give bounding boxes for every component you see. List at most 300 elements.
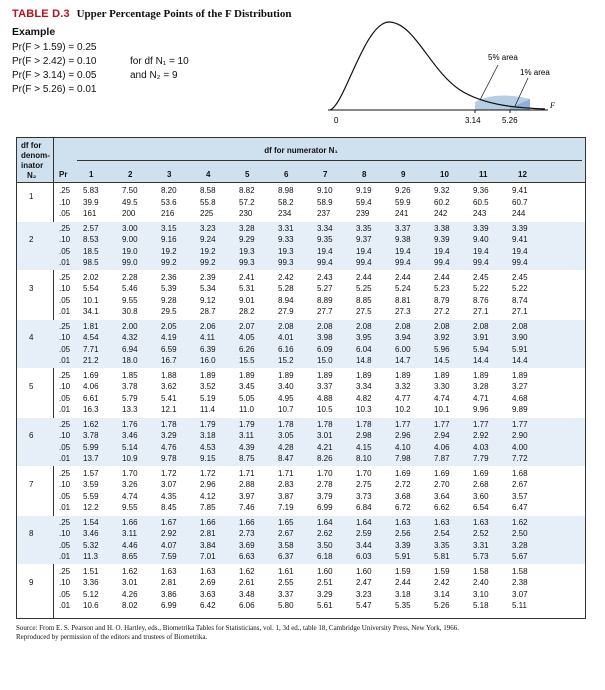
table-cell: 1.79 [200, 419, 216, 429]
table-cell: 10.1 [434, 405, 450, 414]
label-1pct-area: 1% area [520, 68, 550, 77]
column-header: 2 [128, 170, 133, 179]
table-cell: 5.35 [395, 601, 411, 610]
table-cell: 1.66 [122, 517, 138, 527]
table-cell: 1.89 [317, 370, 333, 380]
table-cell: 27.1 [473, 307, 489, 316]
table-cell: 12.2 [83, 503, 99, 512]
table-cell: 6.54 [473, 503, 489, 512]
table-cell: 8.20 [161, 186, 177, 195]
table-cell: 9.16 [161, 235, 177, 244]
table-cell: 2.06 [200, 321, 216, 331]
table-cell: 2.39 [200, 272, 216, 282]
table-cell: 2.81 [200, 529, 216, 538]
table-cell: 19.4 [473, 246, 489, 256]
column-header: 8 [362, 170, 367, 179]
table-cell: 1.54 [83, 517, 99, 527]
table-cell: 2.55 [278, 578, 294, 587]
table-cell: 1.59 [395, 566, 411, 576]
table-cell: 3.40 [278, 382, 294, 391]
table-cell: 53.6 [161, 197, 177, 207]
table-cell: 5.27 [317, 284, 333, 293]
table-cell: 4.76 [161, 442, 177, 452]
table-cell: 3.38 [434, 223, 450, 233]
table-cell: 2.62 [317, 529, 333, 538]
table-cell: 6.61 [83, 393, 99, 403]
table-row-group [17, 320, 585, 368]
table-cell: 4.39 [239, 442, 255, 452]
denominator-header-line-2: denom- [21, 151, 50, 160]
table-cell: 5.22 [473, 284, 489, 293]
table-cell: 2.45 [473, 272, 489, 282]
table-cell: 4.88 [317, 393, 333, 403]
table-cell: 9.29 [239, 235, 255, 244]
table-cell: 3.29 [161, 431, 177, 440]
table-cell: 9.78 [161, 454, 177, 463]
table-cell: 2.96 [200, 480, 216, 489]
table-cell: 2.45 [512, 272, 528, 282]
table-cell: 1.89 [512, 370, 528, 380]
table-cell: 1.64 [317, 517, 333, 527]
table-cell: 4.26 [122, 589, 138, 599]
pr-cell: .10 [59, 529, 71, 538]
pr-cell: .05 [59, 344, 71, 354]
pr-cell: .10 [59, 235, 71, 244]
pr-cell: .25 [59, 419, 71, 429]
pr-cell: .05 [59, 491, 71, 501]
table-cell: 8.94 [278, 295, 294, 305]
table-row-group [17, 467, 585, 515]
table-cell: 2.67 [512, 480, 528, 489]
table-cell: 28.2 [239, 307, 255, 316]
pr-cell: .05 [59, 442, 71, 452]
table-cell: 6.62 [434, 503, 450, 512]
table-cell: 2.40 [473, 578, 489, 587]
pr-cell: .25 [59, 223, 71, 233]
pr-cell: .01 [59, 601, 71, 610]
table-cell: 4.35 [161, 491, 177, 501]
table-cell: 9.35 [317, 235, 333, 244]
table-cell: 1.79 [239, 419, 255, 429]
table-cell: 2.81 [161, 578, 177, 587]
table-cell: 29.5 [161, 307, 177, 316]
table-cell: 8.10 [356, 454, 372, 463]
pr-cell: .10 [59, 197, 71, 207]
table-cell: 1.64 [356, 517, 372, 527]
table-cell: 8.47 [278, 454, 294, 463]
table-cell: 6.63 [239, 552, 255, 561]
table-cell: 2.36 [161, 272, 177, 282]
table-cell: 1.63 [161, 566, 177, 576]
pr-cell: .01 [59, 307, 71, 316]
table-cell: 3.86 [161, 589, 177, 599]
table-cell: 8.89 [317, 295, 333, 305]
table-cell: 4.28 [278, 442, 294, 452]
table-cell: 99.4 [473, 258, 489, 267]
table-row-group [17, 271, 585, 319]
table-cell: 7.01 [200, 552, 216, 561]
table-cell: 6.99 [317, 503, 333, 512]
f-distribution-table [16, 137, 586, 619]
table-cell: 2.54 [434, 529, 450, 538]
table-cell: 1.77 [434, 419, 450, 429]
table-cell: 2.00 [122, 321, 138, 331]
table-cell: 2.72 [395, 480, 411, 489]
table-cell: 55.8 [200, 197, 216, 207]
table-cell: 99.4 [356, 258, 372, 267]
column-header: 6 [284, 170, 289, 179]
table-cell: 3.07 [161, 480, 177, 489]
table-cell: 4.77 [395, 393, 411, 403]
table-cell: 9.38 [395, 235, 411, 244]
table-cell: 9.19 [356, 186, 372, 195]
table-cell: 9.33 [278, 235, 294, 244]
n2-value: 7 [29, 480, 34, 489]
table-cell: 1.59 [434, 566, 450, 576]
table-cell: 7.98 [395, 454, 411, 463]
table-cell: 5.28 [278, 284, 294, 293]
table-cell: 1.62 [83, 419, 99, 429]
table-cell: 6.37 [278, 552, 294, 561]
table-cell: 27.5 [356, 307, 372, 316]
table-cell: 59.9 [395, 197, 411, 207]
table-cell: 2.44 [434, 272, 450, 282]
pr-cell: .25 [59, 272, 71, 282]
example-note-1: for df N₁ = 10 [130, 56, 189, 67]
table-cell: 161 [83, 209, 97, 218]
table-cell: 4.01 [278, 333, 294, 342]
table-cell: 28.7 [200, 307, 216, 316]
table-cell: 6.42 [200, 601, 216, 610]
table-cell: 3.91 [473, 333, 489, 342]
table-cell: 1.72 [200, 468, 216, 478]
table-cell: 5.54 [83, 284, 99, 293]
table-cell: 3.68 [395, 491, 411, 501]
n2-value: 8 [29, 529, 34, 538]
table-cell: 15.0 [317, 356, 333, 365]
table-cell: 2.28 [122, 272, 138, 282]
table-cell: 4.71 [473, 393, 489, 403]
table-cell: 3.92 [434, 333, 450, 342]
table-cell: 6.26 [239, 344, 255, 354]
column-header: 12 [518, 170, 527, 179]
table-cell: 3.11 [239, 431, 254, 440]
table-cell: 8.79 [434, 295, 450, 305]
table-cell: 5.83 [83, 186, 99, 195]
example-line-1: Pr(F > 1.59) = 0.25 [12, 42, 97, 53]
pr-cell: .05 [59, 246, 71, 256]
table-cell: 9.40 [473, 235, 489, 244]
example-heading: Example [12, 26, 56, 38]
table-cell: 10.2 [395, 405, 411, 414]
tick-label-5-26: 5.26 [502, 116, 518, 125]
table-cell: 5.91 [512, 344, 528, 354]
table-cell: 58.2 [278, 197, 294, 207]
table-cell: 3.52 [200, 382, 216, 391]
table-cell: 3.73 [356, 491, 372, 501]
table-cell: 2.56 [395, 529, 411, 538]
table-cell: 4.74 [122, 491, 138, 501]
pr-cell: .10 [59, 333, 71, 342]
table-cell: 9.55 [122, 503, 138, 512]
table-cell: 8.53 [83, 235, 99, 244]
header-rule [77, 160, 582, 161]
pr-column-header: Pr [59, 170, 68, 179]
table-cell: 2.61 [239, 578, 255, 587]
table-cell: 99.3 [239, 258, 255, 267]
table-cell: 4.54 [83, 333, 99, 342]
table-cell: 27.2 [434, 307, 450, 316]
table-cell: 2.78 [317, 480, 333, 489]
table-cell: 3.59 [83, 480, 99, 489]
table-cell: 3.34 [356, 382, 372, 391]
table-cell: 2.57 [83, 223, 99, 233]
table-cell: 99.2 [161, 258, 177, 267]
table-cell: 1.89 [278, 370, 294, 380]
table-cell: 14.4 [512, 356, 528, 365]
pr-cell: .01 [59, 454, 71, 463]
table-cell: 1.70 [317, 468, 333, 478]
table-cell: 1.65 [278, 517, 294, 527]
column-header: 7 [323, 170, 328, 179]
pr-cell: .10 [59, 480, 71, 489]
table-cell: 4.11 [200, 333, 215, 342]
table-cell: 9.10 [317, 186, 333, 195]
table-cell: 1.89 [434, 370, 450, 380]
table-cell: 5.79 [122, 393, 138, 403]
pr-cell: .01 [59, 552, 71, 561]
table-cell: 8.98 [278, 186, 294, 195]
table-cell: 9.96 [473, 405, 489, 414]
table-cell: 27.3 [395, 307, 411, 316]
denominator-header-line-1: df for [21, 141, 42, 150]
table-cell: 5.67 [512, 552, 528, 561]
table-header [17, 138, 585, 183]
table-cell: 6.06 [239, 601, 255, 610]
table-cell: 3.10 [473, 589, 489, 599]
table-cell: 59.4 [356, 197, 372, 207]
table-cell: 3.28 [512, 540, 528, 550]
pr-cell: .05 [59, 393, 71, 403]
table-cell: 2.50 [512, 529, 528, 538]
table-cell: 9.32 [434, 186, 450, 195]
table-cell: 2.94 [434, 431, 450, 440]
table-cell: 5.12 [83, 589, 99, 599]
table-cell: 10.5 [317, 405, 333, 414]
table-cell: 1.57 [83, 468, 99, 478]
column-header: 10 [440, 170, 449, 179]
n2-value: 3 [29, 284, 34, 293]
table-cell: 3.94 [395, 333, 411, 342]
table-cell: 27.1 [512, 307, 528, 316]
pr-cell: .01 [59, 258, 71, 267]
table-cell: 5.18 [473, 601, 489, 610]
table-cell: 3.32 [395, 382, 411, 391]
table-cell: 4.15 [356, 442, 372, 452]
table-cell: 5.94 [473, 344, 489, 354]
table-cell: 5.96 [434, 344, 450, 354]
table-cell: 4.32 [122, 333, 138, 342]
table-cell: 1.58 [512, 566, 528, 576]
pr-cell: .25 [59, 321, 71, 331]
leader-5pct [480, 65, 498, 100]
table-cell: 6.99 [161, 601, 177, 610]
table-cell: 7.19 [278, 503, 294, 512]
table-cell: 6.00 [395, 344, 411, 354]
table-cell: 19.3 [278, 246, 294, 256]
table-row-group [17, 222, 585, 270]
table-cell: 8.65 [122, 552, 138, 561]
table-cell: 2.41 [239, 272, 255, 282]
table-cell: 16.3 [83, 405, 99, 414]
table-cell: 1.66 [239, 517, 255, 527]
table-cell: 3.84 [200, 540, 216, 550]
table-cell: 5.14 [122, 442, 138, 452]
table-cell: 19.4 [317, 246, 333, 256]
pr-cell: .10 [59, 382, 71, 391]
table-cell: 3.35 [356, 223, 372, 233]
table-cell: 2.92 [161, 529, 177, 538]
table-cell: 2.38 [512, 578, 528, 587]
table-cell: 8.75 [239, 454, 255, 463]
table-cell: 2.44 [395, 578, 411, 587]
table-cell: 8.45 [161, 503, 177, 512]
table-cell: 2.42 [434, 578, 450, 587]
table-cell: 5.11 [512, 601, 527, 610]
table-cell: 49.5 [122, 197, 138, 207]
table-cell: 200 [122, 209, 136, 218]
table-cell: 4.19 [161, 333, 177, 342]
table-cell: 30.8 [122, 307, 138, 316]
table-cell: 3.31 [278, 223, 294, 233]
table-cell: 5.61 [317, 601, 333, 610]
table-cell: 2.42 [278, 272, 294, 282]
table-row-group [17, 565, 585, 613]
table-cell: 13.3 [122, 405, 138, 414]
table-cell: 1.66 [200, 517, 216, 527]
table-cell: 60.5 [473, 197, 489, 207]
table-cell: 3.60 [473, 491, 489, 501]
table-cell: 3.79 [317, 491, 333, 501]
table-cell: 1.76 [122, 419, 138, 429]
table-cell: 3.29 [317, 589, 333, 599]
table-cell: 230 [239, 209, 253, 218]
n2-header: N₂ [27, 171, 37, 180]
table-cell: 2.83 [278, 480, 294, 489]
table-cell: 3.28 [239, 223, 255, 233]
table-cell: 99.4 [317, 258, 333, 267]
label-5pct-area: 5% area [488, 53, 518, 62]
table-cell: 3.18 [395, 589, 411, 599]
axis-zero-label: 0 [334, 116, 339, 125]
table-cell: 3.11 [122, 529, 137, 538]
pr-cell: .01 [59, 503, 71, 512]
table-cell: 3.46 [83, 529, 99, 538]
table-cell: 99.4 [395, 258, 411, 267]
n2-value: 1 [29, 191, 34, 201]
table-cell: 1.78 [161, 419, 177, 429]
table-cell: 6.04 [356, 344, 372, 354]
table-cell: 14.7 [395, 356, 411, 365]
table-cell: 19.0 [122, 246, 138, 256]
source-line-1: Source: From E. S. Pearson and H. O. Hartley, eds., Biometrika Tables for Statisticians, vol. 1, 3d ed., table 18, Cambridge University Press, New York, 1966. [16, 624, 459, 632]
table-cell: 60.2 [434, 197, 450, 207]
table-cell: 19.2 [200, 246, 216, 256]
table-cell: 3.36 [83, 578, 99, 587]
table-cell: 5.24 [395, 284, 411, 293]
table-cell: 241 [395, 209, 409, 218]
pr-cell: .01 [59, 405, 71, 414]
table-cell: 6.72 [395, 503, 411, 512]
pr-cell: .25 [59, 186, 71, 195]
table-cell: 2.52 [473, 529, 489, 538]
table-cell: 3.01 [122, 578, 138, 587]
table-cell: 2.70 [434, 480, 450, 489]
table-cell: 1.78 [356, 419, 372, 429]
pr-cell: .05 [59, 209, 71, 218]
pr-cell: .05 [59, 589, 71, 599]
table-cell: 1.89 [200, 370, 216, 380]
table-cell: 2.69 [200, 578, 216, 587]
table-row-group [17, 516, 585, 564]
example-note-2: and N₂ = 9 [130, 70, 178, 81]
table-cell: 234 [278, 209, 292, 218]
table-cell: 1.58 [473, 566, 489, 576]
table-cell: 6.03 [356, 552, 372, 561]
pr-cell: .01 [59, 356, 71, 365]
table-cell: 5.22 [512, 284, 528, 293]
table-cell: 99.2 [200, 258, 216, 267]
table-cell: 1.67 [161, 517, 177, 527]
table-cell: 14.4 [473, 356, 489, 365]
example-line-2: Pr(F > 2.42) = 0.10 [12, 56, 97, 67]
table-cell: 2.08 [395, 321, 411, 331]
table-cell: 3.46 [122, 431, 138, 440]
table-cell: 3.64 [434, 491, 450, 501]
table-cell: 2.44 [395, 272, 411, 282]
table-cell: 7.72 [512, 454, 528, 463]
table-cell: 9.24 [200, 235, 216, 244]
table-cell: 3.34 [317, 223, 333, 233]
table-cell: 3.28 [473, 382, 489, 391]
table-cell: 1.89 [395, 370, 411, 380]
table-cell: 1.63 [200, 566, 216, 576]
table-cell: 1.60 [356, 566, 372, 576]
table-cell: 3.39 [473, 223, 489, 233]
table-cell: 9.28 [161, 295, 177, 305]
table-cell: 13.7 [83, 454, 99, 463]
table-cell: 18.0 [122, 356, 138, 365]
table-cell: 2.59 [356, 529, 372, 538]
table-cell: 14.5 [434, 356, 450, 365]
table-cell: 2.47 [356, 578, 372, 587]
table-cell: 3.58 [278, 540, 294, 550]
table-cell: 5.99 [83, 442, 99, 452]
pr-cell: .10 [59, 431, 71, 440]
table-cell: 3.15 [161, 223, 177, 233]
table-cell: 5.32 [83, 540, 99, 550]
table-cell: 2.08 [317, 321, 333, 331]
table-cell: 8.85 [356, 295, 372, 305]
table-cell: 5.80 [278, 601, 294, 610]
n2-value: 6 [29, 431, 34, 440]
denominator-header-line-3: inator [21, 161, 44, 170]
n2-value: 5 [29, 382, 34, 391]
table-cell: 2.08 [434, 321, 450, 331]
table-cell: 2.90 [512, 431, 528, 440]
table-cell: 5.31 [239, 284, 255, 293]
axis-f-label: F [550, 101, 555, 110]
